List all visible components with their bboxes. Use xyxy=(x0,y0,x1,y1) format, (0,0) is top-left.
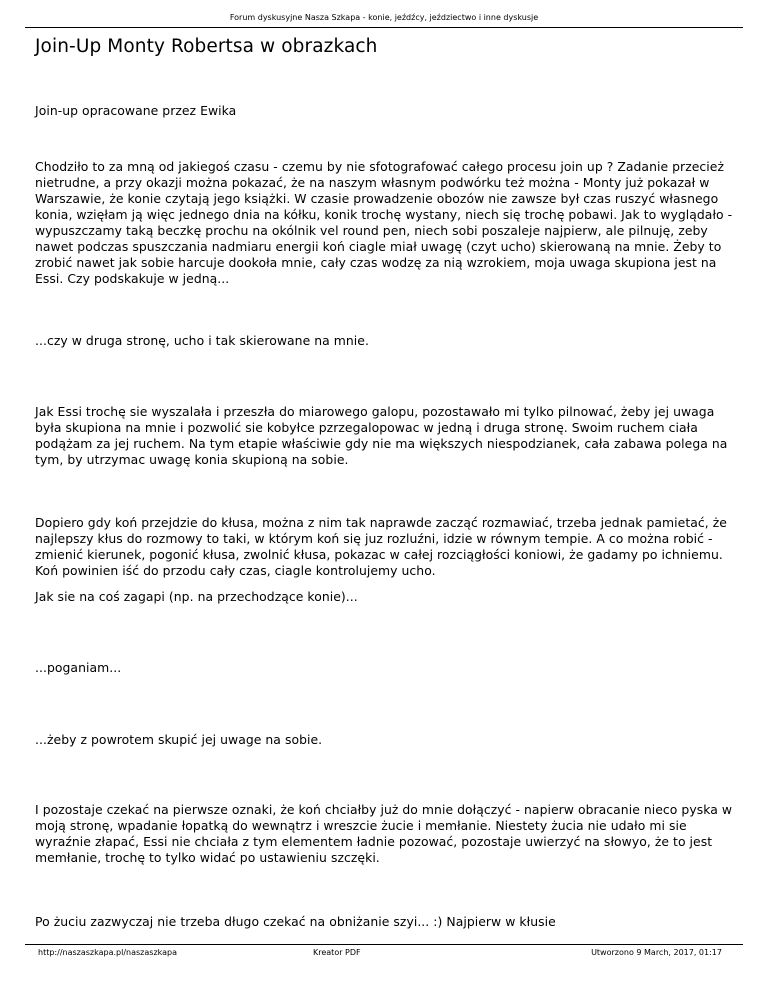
footer-url: http://naszaszkapa.pl/naszaszkapa xyxy=(38,948,178,957)
paragraph-canter: Jak Essi trochę sie wyszalała i przeszła do miarowego galopu, pozostawało mi tylko pilnować, żeby jej uwaga była skupiona na mnie i pozwolić sie kobyłce pzrzegalopowac w jedną i druga stronę. Swoim ruchem ciała podążam za jej ruchem. Na tym etapie właściwie gdy nie ma większych niespodzianek, cała zabawa polega na tym, by utrzymac uwagę konia skupioną na sobie. xyxy=(35,404,728,467)
paragraph-trot: Dopiero gdy koń przejdzie do kłusa, można z nim tak naprawde zacząć rozmawiać, trzeba jednak pamietać, że najlepszy kłus do rozmowy to taki, w którym koń się juz rozluźni, idzie w równym tempie. A co można robić - zmienić kierunek, pogonić kłusa, zwolnić kłusa, pokazac w całej rozciągłości koniowi, że gadamy po ichniemu. Koń powinien iść do przodu cały czas, ciagle kontrolujemy ucho. xyxy=(35,515,727,578)
footer-created-date: Utworzono 9 March, 2017, 01:17 xyxy=(591,948,722,957)
paragraph-intro: Chodziło to za mną od jakiegoś czasu - czemu by nie sfotografować całego procesu join up ? Zadanie przecież nietrudne, a przy okazji można pokazać, że na naszym własnym podwórku też można - Monty już pokazał w Warszawie, że konie czytają jego książki. W czasie prowadzenie obozów nie zawsze był czas ruszyć własnego konia, wzięłam ją więc jednego dnia na kółku, konik trochę wystany, niech się trochę pobawi. Jak to wyglądało - wypuszczamy taką beczkę prochu na okólnik vel round pen, niech sobi poszaleje najpierw, ale pilnuję, zeby nawet podczas spuszczania nadmiaru energii koń ciagle miał uwagę (czyt ucho) skierowaną na mnie. Żeby to zrobić nawet jak sobie harcuje dookoła mnie, cały czas wodzę za nią wzrokiem, moja uwaga skupiona jest na Essi. Czy podskakuje w jedną... xyxy=(35,159,733,286)
paragraph-chewing: I pozostaje czekać na pierwsze oznaki, że koń chciałby już do mnie dołączyć - napierw obracanie nieco pyska w moją stronę, wpadanie łopatką do wewnątrz i wreszcie żucie i memłanie. Niestety żucia nie udało mi sie wyraźnie złapać, Essi nie chciała z tym elementem ładnie pozować, pozostaje uwierzyć na słowyo, że to jest memłanie, trochę to tylko widać po ustawieniu szczęki. xyxy=(35,802,733,865)
paragraph-distraction: Jak sie na coś zagapi (np. na przechodzące konie)... xyxy=(35,589,358,604)
header-divider xyxy=(25,27,743,28)
footer-creator: Kreator PDF xyxy=(313,948,361,957)
paragraph-urging: ...poganiam... xyxy=(35,660,122,675)
page-header-site-title: Forum dyskusyjne Nasza Szkapa - konie, jeźdźcy, jeździectwo i inne dyskusje xyxy=(229,13,539,22)
footer-divider xyxy=(25,944,743,945)
author-line: Join-up opracowane przez Ewika xyxy=(35,103,237,118)
page-title: Join-Up Monty Robertsa w obrazkach xyxy=(35,36,378,57)
paragraph-other-direction: ...czy w druga stronę, ucho i tak skierowane na mnie. xyxy=(35,333,369,348)
paragraph-lowering-neck: Po żuciu zazwyczaj nie trzeba długo czekać na obniżanie szyi... :) Najpierw w kłusie xyxy=(35,914,556,929)
paragraph-refocus: ...żeby z powrotem skupić jej uwage na sobie. xyxy=(35,732,323,747)
